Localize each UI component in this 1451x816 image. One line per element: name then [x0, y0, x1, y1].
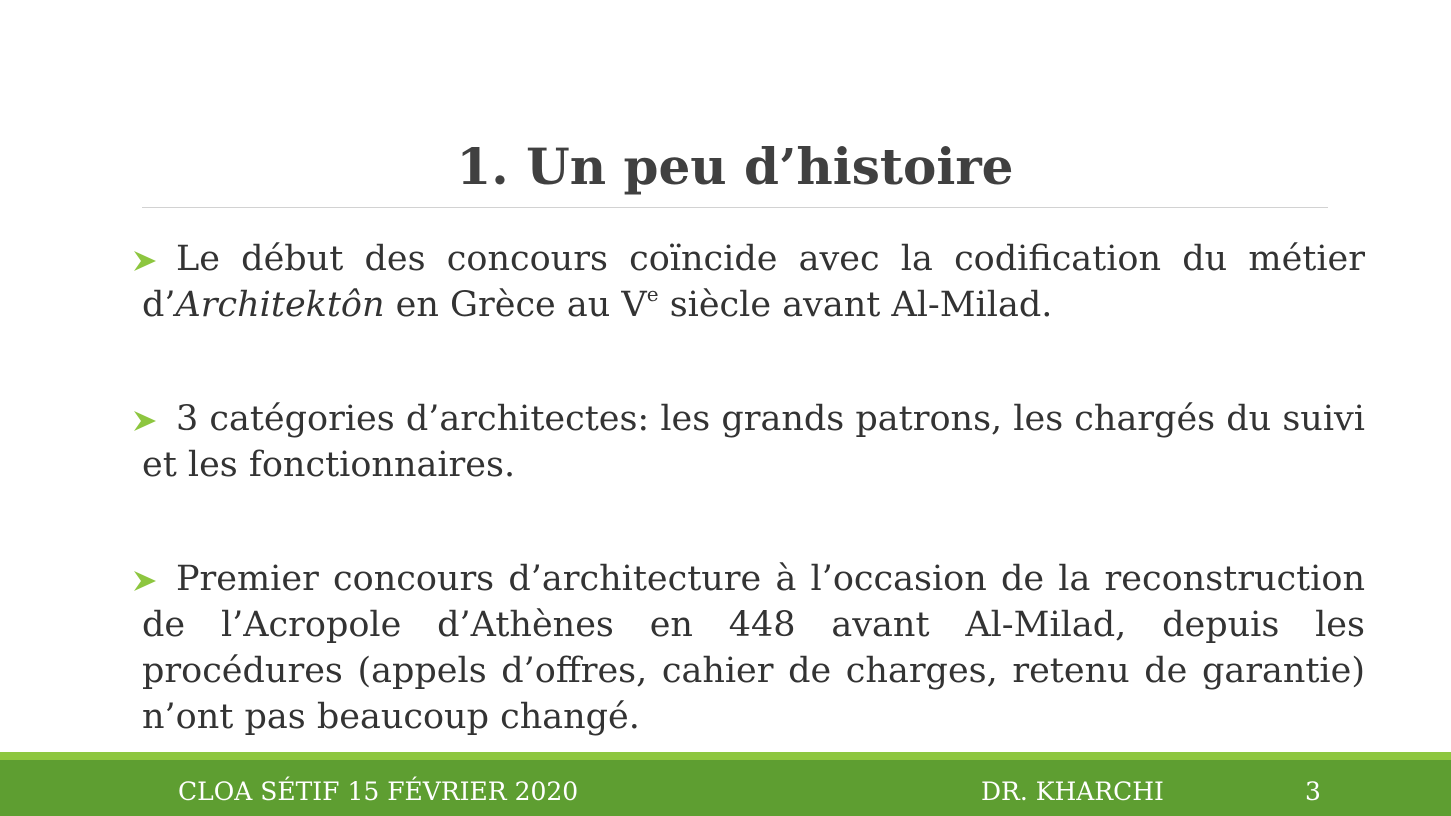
- bullet-1-italic-term: Architektôn: [175, 285, 385, 325]
- bullet-item-3: [142, 556, 1365, 740]
- bullet-2-text: 3 catégories d’architectes: les grands patrons, les chargés du suivi et les fonctionnaires.: [142, 399, 1365, 485]
- bullet-item-1: [142, 236, 1365, 328]
- bullet-3-text: Premier concours d’architecture à l’occasion de la reconstruction de l’Acropole d’Athènes en 448 avant Al-Milad, depuis les procédures (appels d’offres, cahier de charges, retenu de garantie) n’ont pas beaucoup changé.: [142, 559, 1365, 737]
- bullet-1-text-before: Le début des concours coïncide avec la codification du métier d’: [142, 239, 1365, 325]
- slide-title: 1. Un peu d’histoire: [456, 137, 1014, 196]
- bullet-1-superscript: e: [646, 282, 659, 307]
- slide-number: 3: [1305, 777, 1321, 806]
- arrowhead-bullet-icon: [132, 568, 158, 594]
- bullet-1-text-after: siècle avant Al-Milad.: [658, 285, 1053, 325]
- footer-author: DR. KHARCHI: [981, 777, 1164, 806]
- title-divider: [142, 207, 1328, 208]
- footer-event-date: CLOA SÉTIF 15 FÉVRIER 2020: [178, 777, 579, 806]
- bullet-1-text-mid: en Grèce au V: [384, 285, 647, 325]
- arrowhead-bullet-icon: [132, 408, 158, 434]
- arrowhead-bullet-icon: [132, 248, 158, 274]
- footer-accent-strip: [0, 752, 1451, 760]
- bullet-item-2: [142, 396, 1365, 488]
